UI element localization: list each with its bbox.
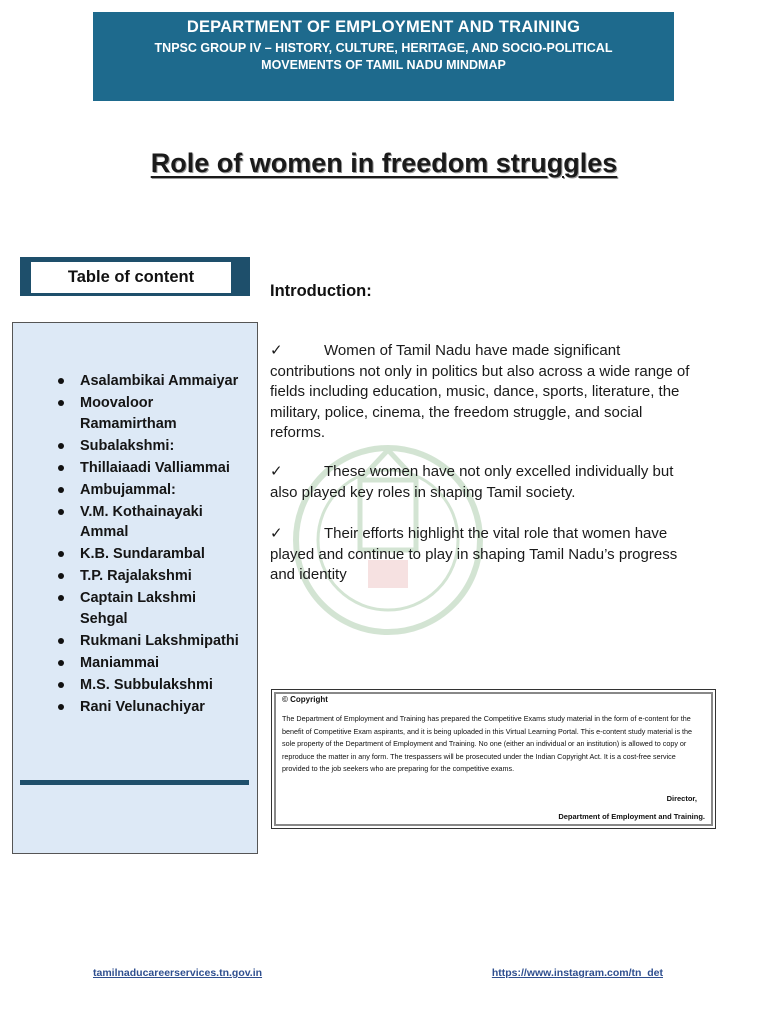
toc-item: Thillaiaadi Valliammai [55, 458, 245, 479]
toc-item: Subalakshmi: [55, 436, 245, 457]
check-icon: ✓ [270, 463, 283, 480]
copyright-title: © Copyright [282, 695, 328, 704]
toc-panel [12, 322, 258, 854]
toc-item: Moovaloor Ramamirtham [55, 393, 245, 434]
toc-item: Rukmani Lakshmipathi [55, 631, 245, 652]
header-banner [93, 12, 674, 101]
intro-paragraph: ✓ Women of Tamil Nadu have made significant contributions not only in politics but also across a wide range of fields including education, music, dance, sports, literature, the military, police, cinema, the freedom struggle, and social reforms. [270, 342, 690, 441]
career-services-link[interactable]: tamilnaducareerservices.tn.gov.in [93, 967, 263, 979]
toc-item: Captain Lakshmi Sehgal [55, 588, 245, 629]
copyright-signature: Director, [666, 794, 697, 803]
toc-item: Ambujammal: [55, 480, 245, 501]
instagram-link[interactable]: https://www.instagram.com/tn_det [491, 967, 663, 979]
check-icon: ✓ [270, 342, 283, 359]
toc-list [55, 371, 245, 719]
intro-paragraph: ✓ These women have not only excelled individually but also played key roles in shaping Tamil society. [270, 463, 674, 501]
copyright-department: Department of Employment and Training. [558, 812, 705, 821]
copyright-box [271, 689, 716, 829]
toc-heading-bar [20, 257, 250, 296]
toc-item: Asalambikai Ammaiyar [55, 371, 245, 392]
toc-item: Maniammai [55, 653, 245, 674]
copyright-body: The Department of Employment and Training has prepared the Competitive Exams study material in the form of e-content for the benefit of Competitive Exam aspirants, and it is being uploaded in this Virtual Learning Portal. This e-content study material is the sole property of the Department of Employment and Training. No one (either an individual or an institution) is allowed to copy or reproduce the matter in any form. The trespassers will be prosecuted under the Indian Copyright Act. It is a cost-free service provided to the job seekers who are preparing for the competitive exams. [282, 714, 693, 773]
header-subtitle: TNPSC GROUP IV – HISTORY, CULTURE, HERITAGE, AND SOCIO-POLITICAL MOVEMENTS OF TAMIL NADU MINDMAP [154, 41, 613, 72]
toc-heading: Table of content [30, 261, 232, 294]
introduction-heading: Introduction: [270, 282, 372, 300]
intro-paragraph: ✓ Their efforts highlight the vital role that women have played and continue to play in shaping Tamil Nadu’s progress and identity [270, 525, 678, 583]
department-title: DEPARTMENT OF EMPLOYMENT AND TRAINING [186, 18, 581, 36]
toc-item: M.S. Subbulakshmi [55, 675, 245, 696]
toc-item: T.P. Rajalakshmi [55, 566, 245, 587]
page-title: Role of women in freedom struggles [150, 148, 618, 178]
toc-divider [20, 780, 249, 785]
toc-item: K.B. Sundarambal [55, 544, 245, 565]
toc-item: V.M. Kothainayaki Ammal [55, 502, 245, 543]
check-icon: ✓ [270, 525, 283, 542]
toc-item: Rani Velunachiyar [55, 697, 245, 718]
